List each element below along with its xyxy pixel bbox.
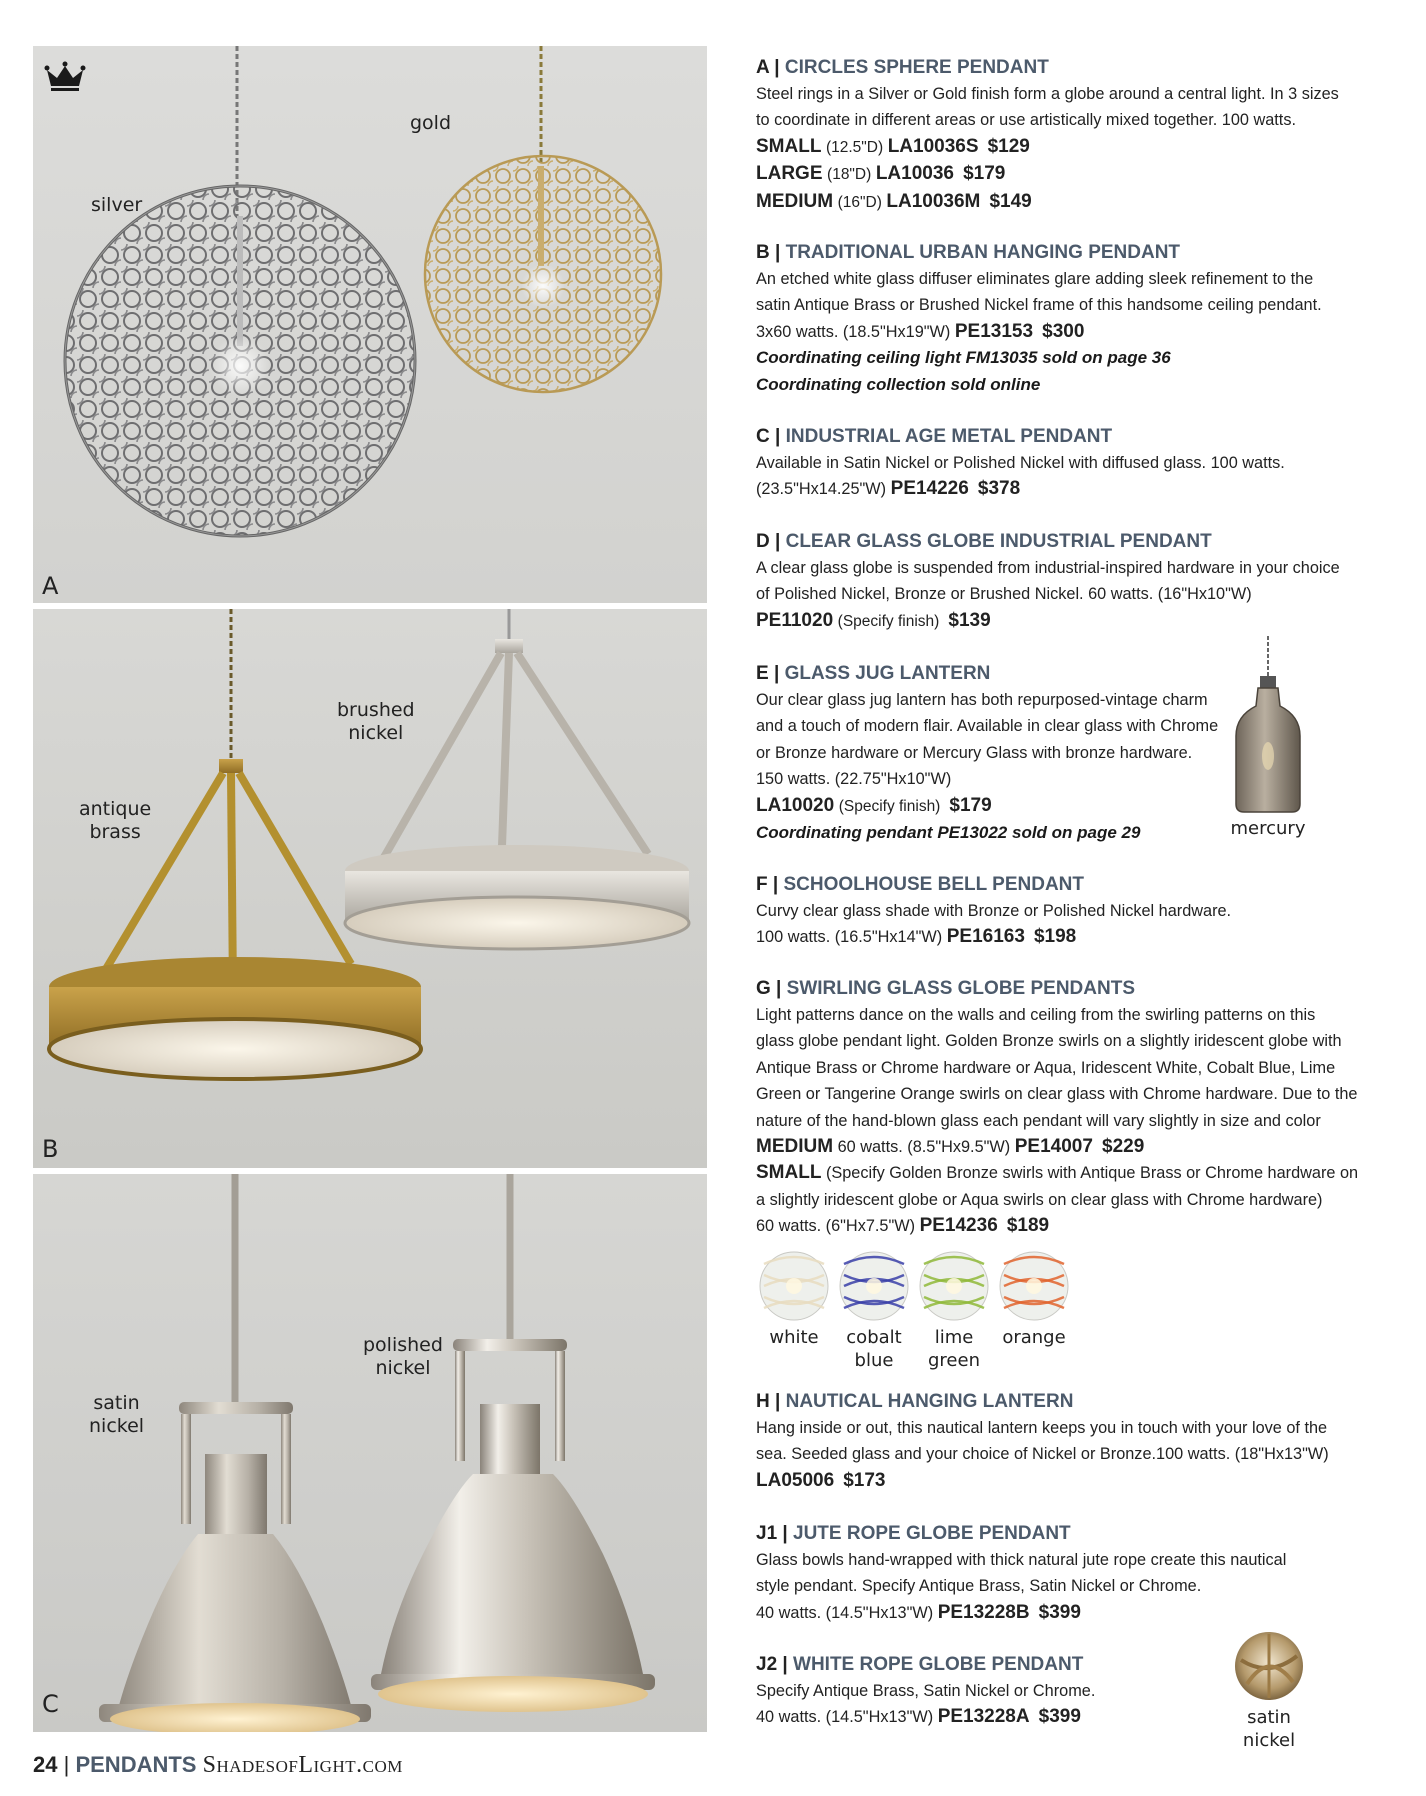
item-c: [756, 424, 1376, 503]
label-antique-line2: brass: [89, 821, 141, 843]
spec: (Specify finish): [837, 612, 940, 630]
thumb-label-line2: nickel: [1242, 1730, 1296, 1751]
label-gold: gold: [410, 112, 452, 134]
sku: PE13228B: [937, 1601, 1030, 1623]
item-f-name: SCHOOLHOUSE BELL PENDANT: [783, 874, 1084, 895]
item-h-name: NAUTICAL HANGING LANTERN: [785, 1391, 1074, 1412]
item-j1-desc3: 40 watts. (14.5"Hx13"W): [756, 1603, 934, 1622]
label-brushed-line1: brushed: [337, 699, 415, 721]
sku: PE16163: [946, 926, 1025, 948]
item-e-note: Coordinating pendant PE13022 sold on page 29: [756, 823, 1141, 843]
price: $399: [1038, 1601, 1081, 1623]
price: $179: [963, 163, 1006, 185]
item-j1-price-line: [756, 1600, 1376, 1626]
item-d-desc1: A clear glass globe is suspended from industrial-inspired hardware in your choice: [756, 559, 1340, 577]
item-e-desc2: and a touch of modern flair. Available in clear glass with Chrome: [756, 717, 1219, 736]
item-a-large: [756, 161, 1376, 188]
item-f-desc1: Curvy clear glass shade with Bronze or Polished Nickel hardware.: [756, 902, 1232, 920]
swatch-globe: [998, 1250, 1070, 1322]
item-c-desc2: (23.5"Hx14.25"W): [756, 480, 887, 499]
label-polished-nickel-text: [363, 1334, 443, 1380]
item-f: [756, 872, 1376, 951]
label-polished-line1: polished: [363, 1334, 443, 1356]
item-b-name: TRADITIONAL URBAN HANGING PENDANT: [785, 242, 1181, 263]
price: $198: [1033, 926, 1077, 948]
spec: (Specify Golden Bronze swirls with Antique Brass or Chrome hardware on: [825, 1164, 1359, 1183]
size-label: LARGE: [756, 163, 823, 185]
item-g-desc3: Antique Brass or Chrome hardware or Aqua, Iridescent White, Cobalt Blue, Lime: [756, 1058, 1336, 1077]
swatch-globe: [758, 1250, 830, 1322]
label-brushed-line2: nickel: [348, 722, 404, 744]
swatch-label-line2: green: [928, 1350, 980, 1371]
footer-separator: |: [63, 1752, 70, 1777]
swatch-label: [994, 1326, 1074, 1349]
price: $189: [1006, 1215, 1050, 1237]
price: $300: [1042, 320, 1085, 342]
swatch-label: [914, 1326, 994, 1372]
item-a-letter: A |: [756, 57, 780, 78]
item-g: [756, 976, 1376, 1240]
item-g-desc1: Light patterns dance on the walls and ceiling from the swirling patterns on this: [756, 1006, 1316, 1024]
brand-link[interactable]: ShadesofLight.com: [202, 1752, 403, 1778]
item-b-note2: Coordinating collection sold online: [756, 374, 1041, 394]
label-satin-line2: nickel: [89, 1415, 145, 1437]
item-j2-desc1: Specify Antique Brass, Satin Nickel or Chrome.: [756, 1682, 1096, 1700]
sku: LA10020: [756, 794, 835, 816]
item-e-name: GLASS JUG LANTERN: [784, 663, 991, 684]
photo-industrial-age-pendants: [33, 1174, 707, 1732]
photo-circles-sphere-pendants: [33, 46, 707, 603]
item-c-price-line: [756, 476, 1376, 502]
swatch-label-line2: blue: [854, 1350, 894, 1371]
label-antique-line1: antique: [79, 798, 152, 820]
item-j1-title: [756, 1521, 1376, 1547]
item-j2-name: WHITE ROPE GLOBE PENDANT: [793, 1654, 1084, 1675]
photo-traditional-urban-pendants: [33, 609, 707, 1168]
rope-globe-thumbnail: [1233, 1630, 1305, 1702]
price: $149: [989, 190, 1032, 212]
page-number: 24: [33, 1752, 58, 1777]
size-label: MEDIUM: [756, 190, 834, 212]
sku: PE14226: [890, 478, 969, 500]
label-satin-line1: satin: [93, 1392, 140, 1414]
item-h-price-line: [756, 1468, 1376, 1494]
item-h: [756, 1389, 1376, 1494]
item-e-desc4: 150 watts. (22.75"Hx10"W): [756, 770, 952, 789]
price: $179: [949, 794, 992, 816]
industrial-pendant-illustration: [33, 1174, 707, 1732]
circles-sphere-illustration: [33, 46, 707, 603]
item-g-small-price: [756, 1213, 1376, 1239]
item-a-desc1: Steel rings in a Silver or Gold finish form a globe around a central light. In 3 sizes: [756, 85, 1339, 103]
price: $229: [1102, 1136, 1145, 1158]
swatch-label-line1: orange: [1002, 1327, 1066, 1348]
item-d-desc2: of Polished Nickel, Bronze or Brushed Nickel. 60 watts. (16"Hx10"W): [756, 585, 1252, 604]
swatch-label-line1: cobalt: [846, 1327, 902, 1348]
item-j1-desc2: style pendant. Specify Antique Brass, Satin Nickel or Chrome.: [756, 1577, 1202, 1596]
label-antique-brass: [79, 798, 151, 844]
sku: PE13153: [954, 320, 1034, 342]
price: $399: [1038, 1706, 1081, 1728]
item-d-title: [756, 529, 1376, 555]
item-h-letter: H |: [756, 1391, 781, 1412]
item-f-desc2: 100 watts. (16.5"Hx14"W): [756, 928, 943, 947]
spec: (Specify finish): [838, 797, 941, 815]
item-b-desc1: An etched white glass diffuser eliminates glare adding sleek refinement to the: [756, 270, 1314, 288]
item-a-small: [756, 134, 1376, 161]
item-d: [756, 529, 1376, 635]
size-label: MEDIUM: [756, 1136, 834, 1158]
section-name: PENDANTS: [75, 1752, 197, 1777]
item-e-letter: E |: [756, 663, 780, 684]
item-j2-letter: J2 |: [756, 1654, 788, 1675]
item-g-small-spec2: a slightly iridescent globe or Aqua swirls on clear glass with Chrome hardware): [756, 1190, 1323, 1209]
item-f-price-line: [756, 924, 1376, 950]
item-j2-desc2: 40 watts. (14.5"Hx13"W): [756, 1708, 934, 1727]
label-silver: silver: [91, 194, 143, 216]
item-a-name: CIRCLES SPHERE PENDANT: [784, 57, 1049, 78]
item-b-title: [756, 240, 1376, 266]
swatch-label: [834, 1326, 914, 1372]
item-j1-desc1: Glass bowls hand-wrapped with thick natural jute rope create this nautical: [756, 1551, 1287, 1569]
size-dim: (16"D): [837, 193, 882, 211]
thumb-label-satin-nickel: [1229, 1706, 1309, 1752]
item-b-note1: Coordinating ceiling light FM13035 sold on page 36: [756, 348, 1171, 368]
sku: LA10036: [875, 163, 954, 185]
page-footer: [33, 1752, 403, 1779]
thumb-label-line1: satin: [1247, 1707, 1291, 1728]
item-g-desc5: nature of the hand-blown glass each pendant will vary slightly in size and color: [756, 1111, 1321, 1130]
item-c-letter: C |: [756, 426, 781, 447]
item-h-desc1: Hang inside or out, this nautical lantern keeps you in touch with your love of the: [756, 1419, 1328, 1437]
item-h-title: [756, 1389, 1376, 1415]
item-f-letter: F |: [756, 874, 779, 895]
item-d-letter: D |: [756, 531, 781, 552]
photo-letter-a: A: [42, 572, 59, 600]
item-g-medium: [756, 1134, 1376, 1160]
price: $129: [987, 135, 1030, 157]
item-e-desc3: or Bronze hardware or Mercury Glass with bronze hardware.: [756, 743, 1193, 762]
swatch-label: [754, 1326, 834, 1349]
photo-letter-b: B: [42, 1135, 59, 1163]
urban-pendant-illustration: [33, 609, 707, 1168]
item-j1-letter: J1 |: [756, 1523, 788, 1544]
item-b-desc3: 3x60 watts. (18.5"Hx19"W): [756, 322, 951, 341]
item-b-letter: B |: [756, 242, 781, 263]
item-g-name: SWIRLING GLASS GLOBE PENDANTS: [786, 978, 1136, 999]
item-g-title: [756, 976, 1376, 1002]
item-f-title: [756, 872, 1376, 898]
item-a-medium: [756, 189, 1376, 216]
item-c-title: [756, 424, 1376, 450]
sku: PE14007: [1014, 1136, 1093, 1158]
label-brushed-nickel: [337, 699, 415, 745]
item-a-title: [756, 55, 1376, 81]
item-j1-name: JUTE ROPE GLOBE PENDANT: [793, 1523, 1071, 1544]
item-g-letter: G |: [756, 978, 782, 999]
item-g-desc2: glass globe pendant light. Golden Bronze swirls on a slightly iridescent globe with: [756, 1032, 1342, 1051]
swatch-globe: [918, 1250, 990, 1322]
item-c-desc1: Available in Satin Nickel or Polished Nickel with diffused glass. 100 watts.: [756, 454, 1285, 472]
sku: PE14236: [919, 1215, 998, 1237]
crown-icon: [45, 62, 86, 92]
size-dim: (12.5"D): [825, 138, 884, 156]
item-a-desc2: to coordinate in different areas or use artistically mixed together. 100 watts.: [756, 111, 1296, 130]
item-a: [756, 55, 1376, 216]
item-g-desc4: Green or Tangerine Orange swirls on clear glass with Chrome hardware. Due to the: [756, 1085, 1358, 1104]
thumb-label-mercury: mercury: [1230, 818, 1306, 839]
item-j1: [756, 1521, 1376, 1626]
spec: 60 watts. (6"Hx7.5"W): [756, 1217, 916, 1236]
item-h-desc2: sea. Seeded glass and your choice of Nickel or Bronze.100 watts. (18"Hx13"W): [756, 1445, 1329, 1464]
sku: PE11020: [756, 609, 834, 631]
swatch-label-line1: lime: [934, 1327, 974, 1348]
price: $378: [977, 478, 1021, 500]
price: $173: [843, 1469, 886, 1491]
spec: 60 watts. (8.5"Hx9.5"W): [837, 1138, 1011, 1157]
item-d-price-line: [756, 608, 1376, 635]
size-label: SMALL: [756, 1162, 822, 1184]
item-c-name: INDUSTRIAL AGE METAL PENDANT: [785, 426, 1113, 447]
sku: LA10036M: [886, 190, 981, 212]
size-label: SMALL: [756, 135, 822, 157]
item-g-small: [756, 1160, 1376, 1186]
item-e-desc1: Our clear glass jug lantern has both repurposed-vintage charm: [756, 691, 1208, 709]
label-satin-nickel: [89, 1392, 144, 1438]
item-b-price-line: [756, 319, 1376, 345]
size-dim: (18"D): [827, 166, 872, 184]
sku: LA05006: [756, 1469, 835, 1491]
item-b: [756, 240, 1376, 398]
label-polished-line2: nickel: [375, 1357, 431, 1379]
item-b-desc2: satin Antique Brass or Brushed Nickel frame of this handsome ceiling pendant.: [756, 296, 1322, 315]
mercury-jug-thumbnail: [1228, 636, 1308, 816]
swatch-label-line1: white: [769, 1327, 819, 1348]
item-d-name: CLEAR GLASS GLOBE INDUSTRIAL PENDANT: [785, 531, 1212, 552]
photo-letter-c: C: [42, 1690, 59, 1718]
price: $139: [948, 609, 991, 631]
swatch-globe: [838, 1250, 910, 1322]
sku: PE13228A: [937, 1706, 1030, 1728]
sku: LA10036S: [887, 135, 979, 157]
